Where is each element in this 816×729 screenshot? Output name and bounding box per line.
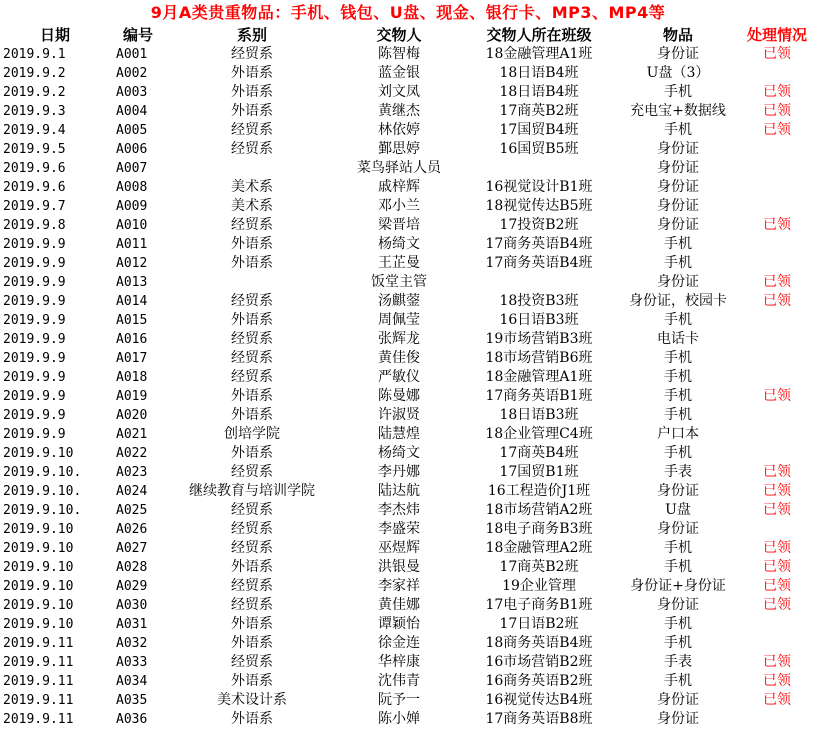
cell-class[interactable]: 18市场营销B6班 [485,350,593,366]
cell-item[interactable]: 手机 [664,369,692,385]
cell-date[interactable]: 2019.9.10 [3,617,74,632]
cell-status[interactable] [738,406,816,425]
cell-class[interactable]: 17商英B2班 [499,559,579,575]
cell-id[interactable]: A006 [116,142,148,157]
cell-id[interactable]: A034 [116,674,148,689]
cell-department[interactable]: 外语系 [231,407,273,423]
cell-date[interactable]: 2019.9.9 [3,313,66,328]
cell-status[interactable]: 已领 [763,483,791,499]
cell-status[interactable] [738,368,816,387]
cell-class[interactable] [460,273,618,292]
cell-class[interactable]: 17国贸B4班 [499,122,579,138]
cell-class[interactable]: 16工程造价J1班 [487,483,591,499]
cell-owner[interactable]: 杨绮文 [378,236,420,252]
cell-date[interactable]: 2019.9.10. [3,503,82,518]
cell-department[interactable]: 经贸系 [231,293,273,309]
cell-department[interactable]: 经贸系 [231,369,273,385]
cell-department[interactable]: 外语系 [231,711,273,727]
table-row [0,615,816,634]
table-body [0,45,816,729]
table-row [0,254,816,273]
cell-item[interactable]: 身份证，校园卡 [629,293,727,309]
cell-department[interactable]: 外语系 [231,673,273,689]
cell-department[interactable]: 经贸系 [231,122,273,138]
cell-item[interactable]: 身份证 [657,274,699,290]
cell-item[interactable]: 手机 [664,559,692,575]
table-row [0,349,816,368]
cell-class[interactable]: 18视觉传达B5班 [485,198,593,214]
cell-status[interactable] [738,634,816,653]
cell-status[interactable] [738,197,816,216]
table-row [0,387,816,406]
cell-item[interactable]: 手机 [664,312,692,328]
cell-item[interactable]: 身份证 [657,217,699,233]
cell-date[interactable]: 2019.9.1 [3,47,66,62]
cell-id[interactable]: A007 [116,161,148,176]
cell-id[interactable]: A015 [116,313,148,328]
cell-class[interactable]: 16国贸B5班 [499,141,579,157]
table-row [0,216,816,235]
cell-id[interactable]: A002 [116,66,148,81]
table-row [0,710,816,729]
cell-owner[interactable]: 邓小兰 [378,198,420,214]
cell-owner[interactable]: 鄞思婷 [378,141,420,157]
table-row [0,330,816,349]
cell-date[interactable]: 2019.9.9 [3,389,66,404]
cell-class[interactable]: 19企业管理 [502,578,576,594]
cell-status[interactable] [738,710,816,729]
cell-status[interactable] [738,349,816,368]
cell-class[interactable]: 18日语B4班 [499,84,579,100]
cell-status[interactable]: 已领 [763,293,791,309]
table-row [0,311,816,330]
cell-item[interactable]: 手机 [664,350,692,366]
cell-department[interactable]: 经贸系 [231,331,273,347]
cell-date[interactable]: 2019.9.10. [3,484,82,499]
cell-item[interactable]: 手机 [664,616,692,632]
table-row [0,539,816,558]
cell-class[interactable]: 17商务英语B4班 [485,236,593,252]
cell-item[interactable]: 电话卡 [657,331,699,347]
cell-item[interactable]: 身份证 [657,711,699,727]
cell-owner[interactable]: 沈伟青 [378,673,420,689]
table-row [0,83,816,102]
cell-item[interactable]: 手机 [664,673,692,689]
cell-owner[interactable]: 林依婷 [378,122,420,138]
table-row [0,463,816,482]
cell-class[interactable]: 17商务英语B4班 [485,255,593,271]
cell-status[interactable] [738,178,816,197]
cell-date[interactable]: 2019.9.9 [3,408,66,423]
cell-class[interactable]: 18金融管理A1班 [485,369,593,385]
sheet-title: 9月A类贵重物品：手机、钱包、U盘、现金、银行卡、MP3、MP4等 [150,3,666,22]
cell-id[interactable]: A003 [116,85,148,100]
cell-status[interactable]: 已领 [763,217,791,233]
cell-class[interactable]: 18日语B4班 [499,65,579,81]
cell-item[interactable]: 身份证 [657,597,699,613]
table-row [0,672,816,691]
cell-department[interactable]: 外语系 [231,559,273,575]
cell-department[interactable]: 外语系 [231,312,273,328]
cell-status[interactable] [738,311,816,330]
table-row [0,121,816,140]
cell-owner[interactable]: 蓝金银 [378,65,420,81]
cell-item[interactable]: 身份证 [657,692,699,708]
cell-id[interactable]: A016 [116,332,148,347]
cell-item[interactable]: 手机 [664,388,692,404]
cell-id[interactable]: A036 [116,712,148,727]
cell-department[interactable]: 创培学院 [224,426,280,442]
cell-department[interactable]: 外语系 [231,84,273,100]
cell-date[interactable]: 2019.9.7 [3,199,66,214]
cell-department[interactable]: 经贸系 [231,217,273,233]
cell-department[interactable]: 经贸系 [231,502,273,518]
cell-owner[interactable]: 戚梓辉 [378,179,420,195]
cell-owner[interactable]: 阮予一 [378,692,420,708]
cell-id[interactable]: A029 [116,579,148,594]
cell-item[interactable]: 手机 [664,255,692,271]
cell-owner[interactable]: 许淑贤 [378,407,420,423]
cell-class[interactable]: 17国贸B1班 [499,464,579,480]
cell-owner[interactable]: 李家祥 [378,578,420,594]
cell-item[interactable]: 身份证 [657,483,699,499]
cell-department[interactable]: 经贸系 [231,578,273,594]
cell-id[interactable]: A027 [116,541,148,556]
cell-department[interactable]: 经贸系 [231,521,273,537]
table-row [0,102,816,121]
cell-department[interactable]: 经贸系 [231,654,273,670]
cell-owner[interactable]: 黄继杰 [378,103,420,119]
cell-department[interactable]: 外语系 [231,635,273,651]
header-item[interactable]: 物品 [662,26,693,44]
cell-date[interactable]: 2019.9.10 [3,560,74,575]
cell-status[interactable]: 已领 [763,654,791,670]
cell-date[interactable]: 2019.9.9 [3,351,66,366]
cell-class[interactable] [460,159,618,178]
cell-id[interactable]: A031 [116,617,148,632]
cell-id[interactable]: A012 [116,256,148,271]
cell-id[interactable]: A021 [116,427,148,442]
cell-date[interactable]: 2019.9.11 [3,636,74,651]
cell-date[interactable]: 2019.9.10. [3,465,82,480]
cell-id[interactable]: A017 [116,351,148,366]
cell-owner[interactable]: 杨绮文 [378,445,420,461]
cell-department[interactable]: 外语系 [231,65,273,81]
cell-date[interactable]: 2019.9.10 [3,522,74,537]
cell-class[interactable]: 16日语B3班 [499,312,579,328]
cell-status[interactable] [738,425,816,444]
cell-id[interactable]: A022 [116,446,148,461]
cell-date[interactable]: 2019.9.6 [3,161,66,176]
cell-item[interactable]: 手机 [664,445,692,461]
cell-class[interactable]: 16视觉传达B4班 [485,692,593,708]
cell-status[interactable]: 已领 [763,46,791,62]
cell-item[interactable]: 身份证+身份证 [630,578,726,594]
header-class[interactable]: 交物人所在班级 [486,26,592,44]
cell-status[interactable]: 已领 [763,597,791,613]
table-row [0,444,816,463]
cell-date[interactable]: 2019.9.9 [3,427,66,442]
cell-department[interactable]: 美术设计系 [217,692,287,708]
cell-id[interactable]: A018 [116,370,148,385]
cell-owner[interactable]: 陈小婵 [378,711,420,727]
cell-item[interactable]: 手机 [664,236,692,252]
cell-owner[interactable]: 陈智梅 [378,46,420,62]
cell-id[interactable]: A026 [116,522,148,537]
cell-department[interactable] [166,159,338,178]
cell-department[interactable]: 外语系 [231,103,273,119]
cell-department[interactable]: 经贸系 [231,540,273,556]
cell-owner[interactable]: 华梓康 [378,654,420,670]
cell-id[interactable]: A035 [116,693,148,708]
cell-item[interactable]: 身份证 [657,521,699,537]
cell-department[interactable] [166,273,338,292]
cell-class[interactable]: 19市场营销B3班 [485,331,593,347]
cell-id[interactable]: A008 [116,180,148,195]
cell-owner[interactable]: 李丹娜 [378,464,420,480]
cell-item[interactable]: 身份证 [657,141,699,157]
cell-owner[interactable]: 菜鸟驿站人员 [357,160,441,176]
cell-item[interactable]: 手机 [664,122,692,138]
table-row [0,178,816,197]
header-id[interactable]: 编号 [122,26,153,44]
cell-status[interactable] [738,520,816,539]
lost-items-table [0,26,816,729]
cell-owner[interactable]: 陈曼娜 [378,388,420,404]
cell-department[interactable]: 美术系 [231,198,273,214]
cell-class[interactable]: 17商务英语B8班 [485,711,593,727]
table-row [0,140,816,159]
cell-item[interactable]: 身份证 [657,198,699,214]
cell-class[interactable]: 18日语B3班 [499,407,579,423]
table-row [0,235,816,254]
cell-date[interactable]: 2019.9.8 [3,218,66,233]
cell-id[interactable]: A013 [116,275,148,290]
cell-status[interactable] [738,235,816,254]
cell-owner[interactable]: 陆慧煌 [378,426,420,442]
cell-status[interactable] [738,330,816,349]
cell-owner[interactable]: 李杰炜 [378,502,420,518]
cell-owner[interactable]: 周佩莹 [378,312,420,328]
cell-class[interactable]: 18电子商务B3班 [485,521,593,537]
cell-owner[interactable]: 梁晋培 [378,217,420,233]
cell-id[interactable]: A001 [116,47,148,62]
cell-date[interactable]: 2019.9.10 [3,579,74,594]
table-row [0,577,816,596]
table-row [0,558,816,577]
table-row [0,596,816,615]
cell-owner[interactable]: 徐金连 [378,635,420,651]
cell-owner[interactable]: 洪银曼 [378,559,420,575]
cell-item[interactable]: 手表 [664,464,692,480]
table-row [0,691,816,710]
cell-date[interactable]: 2019.9.9 [3,370,66,385]
cell-status[interactable]: 已领 [763,502,791,518]
cell-id[interactable]: A010 [116,218,148,233]
cell-department[interactable]: 外语系 [231,236,273,252]
table-row [0,368,816,387]
header-owner[interactable]: 交物人 [376,26,422,44]
cell-department[interactable]: 经贸系 [231,141,273,157]
cell-id[interactable]: A019 [116,389,148,404]
cell-date[interactable]: 2019.9.11 [3,712,74,727]
cell-class[interactable]: 18金融管理A1班 [485,46,593,62]
cell-department[interactable]: 经贸系 [231,464,273,480]
cell-department[interactable]: 外语系 [231,388,273,404]
cell-date[interactable]: 2019.9.6 [3,180,66,195]
cell-department[interactable]: 美术系 [231,179,273,195]
cell-class[interactable]: 18金融管理A2班 [485,540,593,556]
table-row [0,197,816,216]
table-row [0,64,816,83]
table-row [0,425,816,444]
cell-department[interactable]: 外语系 [231,255,273,271]
cell-date[interactable]: 2019.9.3 [3,104,66,119]
cell-status[interactable] [738,444,816,463]
cell-id[interactable]: A025 [116,503,148,518]
cell-item[interactable]: 手机 [664,84,692,100]
cell-status[interactable]: 已领 [763,103,791,119]
cell-status[interactable] [738,140,816,159]
cell-id[interactable]: A028 [116,560,148,575]
table-row [0,482,816,501]
cell-date[interactable]: 2019.9.9 [3,294,66,309]
cell-department[interactable]: 经贸系 [231,350,273,366]
cell-class[interactable]: 18企业管理C4班 [485,426,593,442]
header-date[interactable]: 日期 [39,26,70,44]
cell-status[interactable] [738,254,816,273]
cell-owner[interactable]: 汤麒蓥 [378,293,420,309]
cell-class[interactable]: 17电子商务B1班 [485,597,593,613]
cell-department[interactable]: 经贸系 [231,46,273,62]
cell-class[interactable]: 16市场营销B2班 [485,654,593,670]
table-row [0,653,816,672]
cell-owner[interactable]: 张辉龙 [378,331,420,347]
cell-owner[interactable]: 刘文凤 [378,84,420,100]
cell-id[interactable]: A004 [116,104,148,119]
cell-date[interactable]: 2019.9.9 [3,332,66,347]
cell-date[interactable]: 2019.9.11 [3,655,74,670]
cell-department[interactable]: 继续教育与培训学院 [189,483,315,499]
cell-department[interactable]: 经贸系 [231,597,273,613]
cell-id[interactable]: A020 [116,408,148,423]
table-row [0,520,816,539]
cell-id[interactable]: A014 [116,294,148,309]
cell-date[interactable]: 2019.9.2 [3,66,66,81]
cell-status[interactable]: 已领 [763,388,791,404]
cell-status[interactable]: 已领 [763,84,791,100]
cell-status[interactable] [738,64,816,83]
cell-class[interactable]: 17商英B2班 [499,103,579,119]
cell-status[interactable]: 已领 [763,692,791,708]
cell-class[interactable]: 17商英B4班 [499,445,579,461]
cell-item[interactable]: 手表 [664,654,692,670]
table-row [0,159,816,178]
cell-date[interactable]: 2019.9.9 [3,256,66,271]
cell-class[interactable]: 17日语B2班 [499,616,579,632]
cell-department[interactable]: 外语系 [231,616,273,632]
cell-status[interactable]: 已领 [763,578,791,594]
cell-date[interactable]: 2019.9.11 [3,693,74,708]
table-row [0,501,816,520]
cell-id[interactable]: A024 [116,484,148,499]
cell-item[interactable]: 身份证 [657,160,699,176]
cell-status[interactable]: 已领 [763,122,791,138]
cell-item[interactable]: 身份证 [657,179,699,195]
cell-class[interactable]: 16商务英语B2班 [485,673,593,689]
cell-class[interactable]: 17投资B2班 [499,217,579,233]
cell-id[interactable]: A009 [116,199,148,214]
cell-item[interactable]: 充电宝+数据线 [630,103,726,119]
cell-class[interactable]: 17商务英语B1班 [485,388,593,404]
cell-date[interactable]: 2019.9.9 [3,237,66,252]
cell-owner[interactable]: 巫煜辉 [378,540,420,556]
cell-class[interactable]: 16视觉设计B1班 [485,179,593,195]
cell-status[interactable]: 已领 [763,540,791,556]
cell-item[interactable]: U盘 [665,502,691,518]
cell-date[interactable]: 2019.9.4 [3,123,66,138]
table-row [0,634,816,653]
cell-date[interactable]: 2019.9.10 [3,446,74,461]
cell-id[interactable]: A005 [116,123,148,138]
cell-date[interactable]: 2019.9.5 [3,142,66,157]
cell-owner[interactable]: 李盛荣 [378,521,420,537]
cell-owner[interactable]: 陆达航 [378,483,420,499]
cell-owner[interactable]: 饭堂主管 [371,274,427,290]
cell-item[interactable]: U盘（3） [646,65,710,81]
cell-date[interactable]: 2019.9.9 [3,275,66,290]
cell-owner[interactable]: 黄佳俊 [378,350,420,366]
cell-id[interactable]: A033 [116,655,148,670]
cell-status[interactable]: 已领 [763,274,791,290]
cell-id[interactable]: A030 [116,598,148,613]
table-row [0,406,816,425]
header-row [0,26,816,45]
cell-status[interactable] [738,615,816,634]
cell-status[interactable]: 已领 [763,464,791,480]
cell-item[interactable]: 户口本 [657,426,699,442]
cell-item[interactable]: 身份证 [657,46,699,62]
cell-status[interactable] [738,159,816,178]
cell-date[interactable]: 2019.9.11 [3,674,74,689]
cell-department[interactable]: 外语系 [231,445,273,461]
table-row [0,292,816,311]
cell-date[interactable]: 2019.9.2 [3,85,66,100]
cell-owner[interactable]: 谭颖怡 [378,616,420,632]
cell-id[interactable]: A032 [116,636,148,651]
cell-date[interactable]: 2019.9.10 [3,598,74,613]
cell-item[interactable]: 手机 [664,635,692,651]
cell-status[interactable]: 已领 [763,673,791,689]
cell-owner[interactable]: 严敏仪 [378,369,420,385]
table-row [0,45,816,64]
header-status[interactable]: 处理情况 [746,26,807,44]
cell-class[interactable]: 18市场营销A2班 [485,502,593,518]
table-row [0,273,816,292]
cell-class[interactable]: 18投资B3班 [499,293,579,309]
cell-class[interactable]: 18商务英语B4班 [485,635,593,651]
cell-date[interactable]: 2019.9.10 [3,541,74,556]
cell-owner[interactable]: 王芷曼 [378,255,420,271]
cell-id[interactable]: A011 [116,237,148,252]
cell-status[interactable]: 已领 [763,559,791,575]
cell-item[interactable]: 手机 [664,407,692,423]
header-department[interactable]: 系别 [236,26,267,44]
cell-owner[interactable]: 黄佳娜 [378,597,420,613]
cell-id[interactable]: A023 [116,465,148,480]
cell-item[interactable]: 手机 [664,540,692,556]
